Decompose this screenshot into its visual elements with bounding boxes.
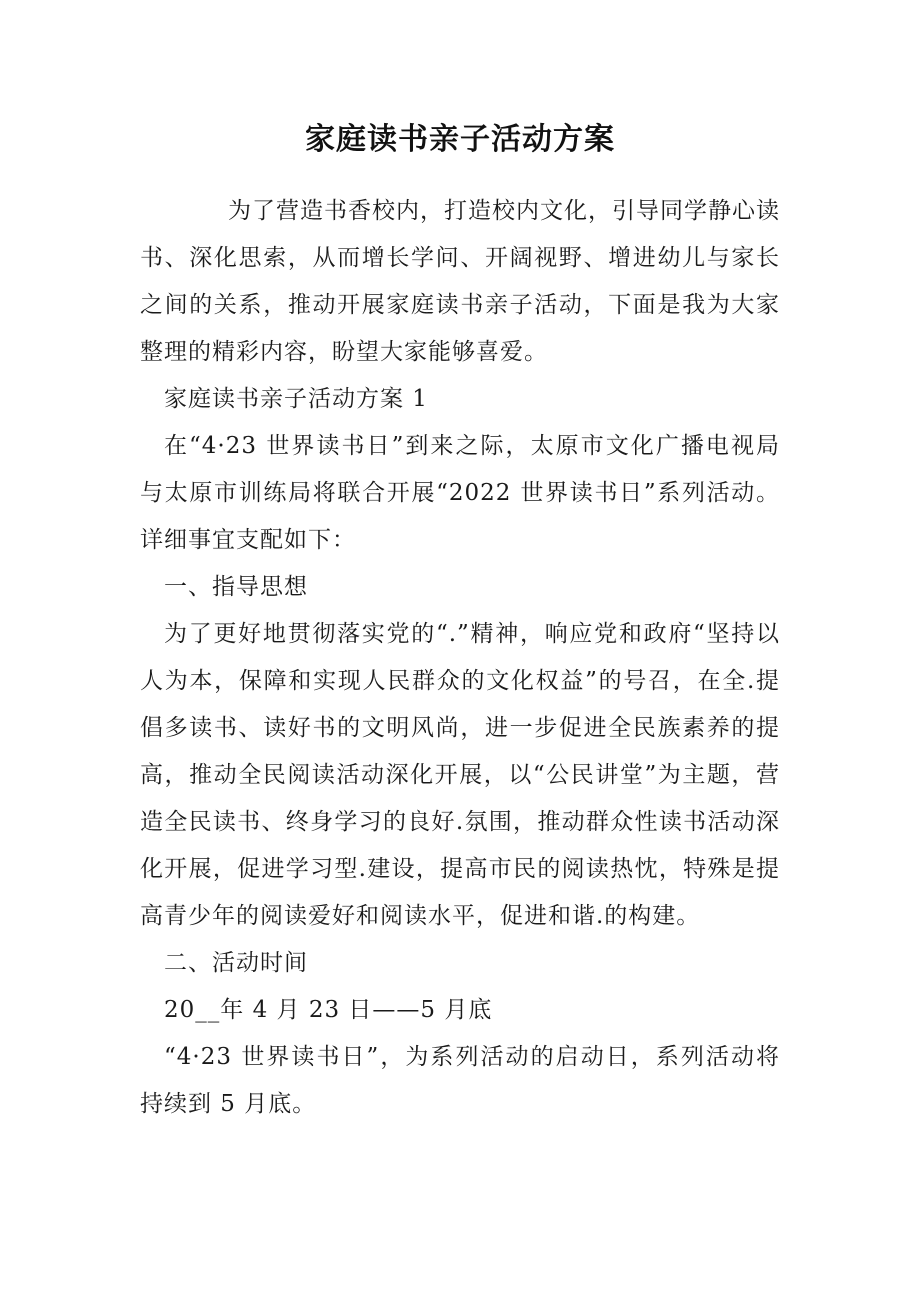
activity-time-paragraph: “4·23 世界读书日”，为系列活动的启动日，系列活动将持续到 5 月底。 [140, 1044, 780, 1117]
activity-date-range: 20__年 4 月 23 日——5 月底 [164, 997, 493, 1023]
announcement-paragraph: 在“4·23 世界读书日”到来之际，太原市文化广播电视局与太原市训练局将联合开展“2022 世界读书日”系列活动。详细事宜支配如下： [140, 433, 780, 553]
guiding-ideology-paragraph: 为了更好地贯彻落实党的“.”精神，响应党和政府“坚持以人为本，保障和实现人民群众的文化权益”的号召，在全.提倡多读书、读好书的文明风尚，进一步促进全民族素养的提高，推动全民阅读活动深化开展，以“公民讲堂”为主题，营造全民读书、终身学习的良好.氛围，推动群众性读书活动深化开展，促进学习型.建设，提高市民的阅读热忱，特殊是提高青少年的阅读爱好和阅读水平，促进和谐.的构建。 [140, 621, 780, 929]
section-heading-activity-time: 二、活动时间 [164, 950, 308, 976]
intro-paragraph: 为了营造书香校内，打造校内文化，引导同学静心读书、深化思索，从而增长学问、开阔视野、增进幼儿与家长之间的关系，推动开展家庭读书亲子活动，下面是我为大家整理的精彩内容，盼望大家能够喜爱。 [140, 198, 780, 365]
document-title: 家庭读书亲子活动方案 [305, 122, 615, 157]
section-heading-guiding-ideology: 一、指导思想 [164, 574, 308, 600]
section-heading-plan-1: 家庭读书亲子活动方案 1 [164, 386, 428, 412]
document-body [140, 188, 780, 1128]
